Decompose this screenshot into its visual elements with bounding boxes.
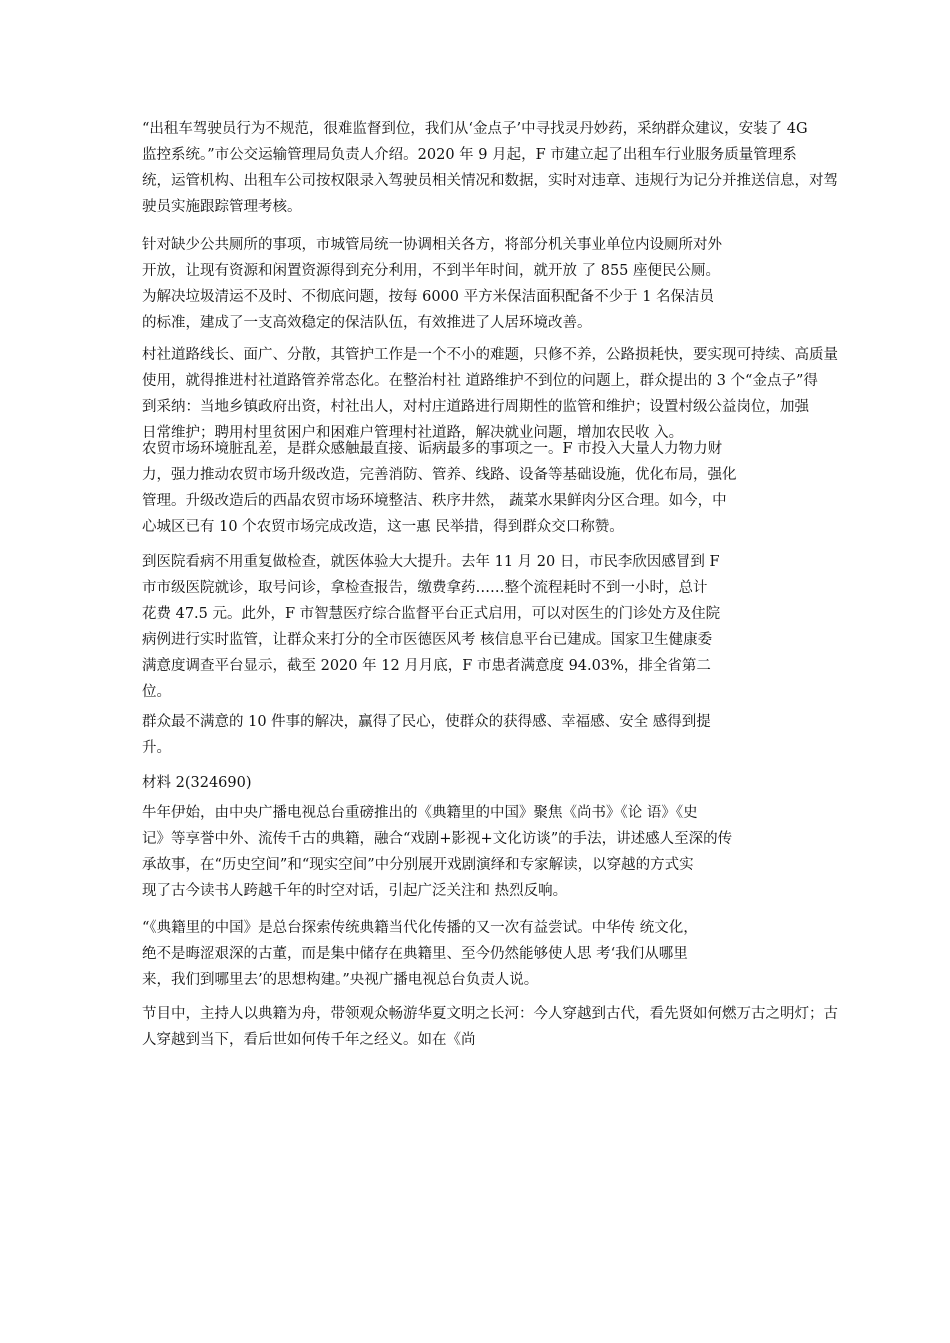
paragraph-public-toilets bbox=[142, 232, 722, 336]
text-line: 为解决垃圾清运不及时、不彻底问题，按每 6000 平方米保洁面积配备不少于 1 名保洁员 bbox=[142, 289, 715, 305]
paragraph-program-content bbox=[142, 1001, 838, 1053]
text-line: 的标准，建成了一支高效稳定的保洁队伍，有效推进了人居环境改善。 bbox=[142, 315, 592, 331]
text-line: 群众最不满意的 10 件事的解决，赢得了民心，使群众的获得感、幸福感、安全 感得到提 bbox=[142, 714, 711, 730]
text-line: 市市级医院就诊，取号问诊，拿检查报告，缴费拿药……整个流程耗时不到一小时，总计 bbox=[142, 580, 708, 596]
paragraph-taxi-supervision bbox=[142, 116, 838, 220]
text-line: 绝不是晦涩艰深的古董，而是集中储存在典籍里、至今仍然能够使人思 考‘我们从哪里 bbox=[142, 946, 688, 962]
text-line: 现了古今读书人跨越千年的时空对话，引起广泛关注和 热烈反响。 bbox=[142, 883, 568, 899]
text-line: 驶员实施跟踪管理考核。 bbox=[142, 199, 302, 215]
text-line: 位。 bbox=[142, 684, 171, 700]
text-line: 针对缺少公共厕所的事项，市城管局统一协调相关各方，将部分机关事业单位内设厕所对外 bbox=[142, 237, 722, 253]
text-line: 力，强力推动农贸市场升级改造，完善消防、管养、线路、设备等基础设施，优化布局，强化 bbox=[142, 467, 737, 483]
text-line: 节目中，主持人以典籍为舟，带领观众畅游华夏文明之长河：今人穿越到古代，看先贤如何燃万古之明灯；古 bbox=[142, 1006, 838, 1022]
text-line: 满意度调查平台显示，截至 2020 年 12 月月底，F 市患者满意度 94.03%，排全省第二 bbox=[142, 658, 711, 674]
section-heading-material-2 bbox=[142, 770, 252, 796]
paragraph-village-roads bbox=[142, 342, 838, 446]
paragraph-farmers-market bbox=[142, 436, 737, 540]
text-line: 日常维护；聘用村里贫困户和困难户管理村社道路，解决就业问题，增加农民收 入。 bbox=[142, 425, 684, 441]
text-line: 监控系统。”市公交运输管理局负责人介绍。2020 年 9 月起，F 市建立起了出租车行业服务质量管理系 bbox=[142, 147, 797, 163]
paragraph-classics-program bbox=[142, 800, 732, 904]
text-line: 开放，让现有资源和闲置资源得到充分利用，不到半年时间，就开放 了 855 座便民公厕。 bbox=[142, 263, 720, 279]
text-line: 来，我们到哪里去’的思想构建。”央视广播电视总台负责人说。 bbox=[142, 972, 539, 988]
text-line: 记》等享誉中外、流传千古的典籍，融合“戏剧+影视+文化访谈”的手法，讲述感人至深的传 bbox=[142, 831, 733, 847]
text-line: 牛年伊始，由中央广播电视总台重磅推出的《典籍里的中国》聚焦《尚书》《论 语》《史 bbox=[142, 805, 698, 821]
text-line: 统，运管机构、出租车公司按权限录入驾驶员相关情况和数据，实时对违章、违规行为记分并推送信息，对驾 bbox=[142, 173, 838, 189]
text-line: 材料 2(324690) bbox=[142, 775, 252, 791]
text-line: 农贸市场环境脏乱差，是群众感触最直接、诟病最多的事项之一。F 市投入大量人力物力财 bbox=[142, 441, 723, 457]
text-line: 病例进行实时监管，让群众来打分的全市医德医风考 核信息平台已建成。国家卫生健康委 bbox=[142, 632, 713, 648]
text-line: 心城区已有 10 个农贸市场完成改造，这一惠 民举措，得到群众交口称赞。 bbox=[142, 519, 624, 535]
text-line: 到采纳：当地乡镇政府出资，村社出人，对村庄道路进行周期性的监管和维护；设置村级公益岗位，加强 bbox=[142, 399, 809, 415]
text-line: 人穿越到当下，看后世如何传千年之经义。如在《尚 bbox=[142, 1032, 476, 1048]
paragraph-conclusion bbox=[142, 709, 711, 761]
text-line: “出租车驾驶员行为不规范，很难监督到位，我们从‘金点子’中寻找灵丹妙药，采纳群众建议，安装了 4G bbox=[142, 121, 808, 137]
text-line: 花费 47.5 元。此外，F 市智慧医疗综合监督平台正式启用，可以对医生的门诊处方及住院 bbox=[142, 606, 721, 622]
text-line: 到医院看病不用重复做检查，就医体验大大提升。去年 11 月 20 日，市民李欣因感冒到 F bbox=[142, 554, 720, 570]
text-line: 管理。升级改造后的西晶农贸市场环境整洁、秩序井然， 蔬菜水果鲜肉分区合理。如今，中 bbox=[142, 493, 727, 509]
text-line: 承故事，在“历史空间”和“现实空间”中分别展开戏剧演绎和专家解读，以穿越的方式实 bbox=[142, 857, 694, 873]
paragraph-quote-cctv bbox=[142, 915, 698, 993]
text-line: 使用，就得推进村社道路管养常态化。在整治村社 道路维护不到位的问题上，群众提出的 3 个“金点子”得 bbox=[142, 373, 818, 389]
text-line: “《典籍里的中国》是总台探索传统典籍当代化传播的又一次有益尝试。中华传 统文化， bbox=[142, 920, 698, 936]
paragraph-hospital bbox=[142, 549, 720, 705]
text-line: 村社道路线长、面广、分散，其管护工作是一个不小的难题，只修不养，公路损耗快，要实现可持续、高质量 bbox=[142, 347, 838, 363]
text-line: 升。 bbox=[142, 740, 171, 756]
